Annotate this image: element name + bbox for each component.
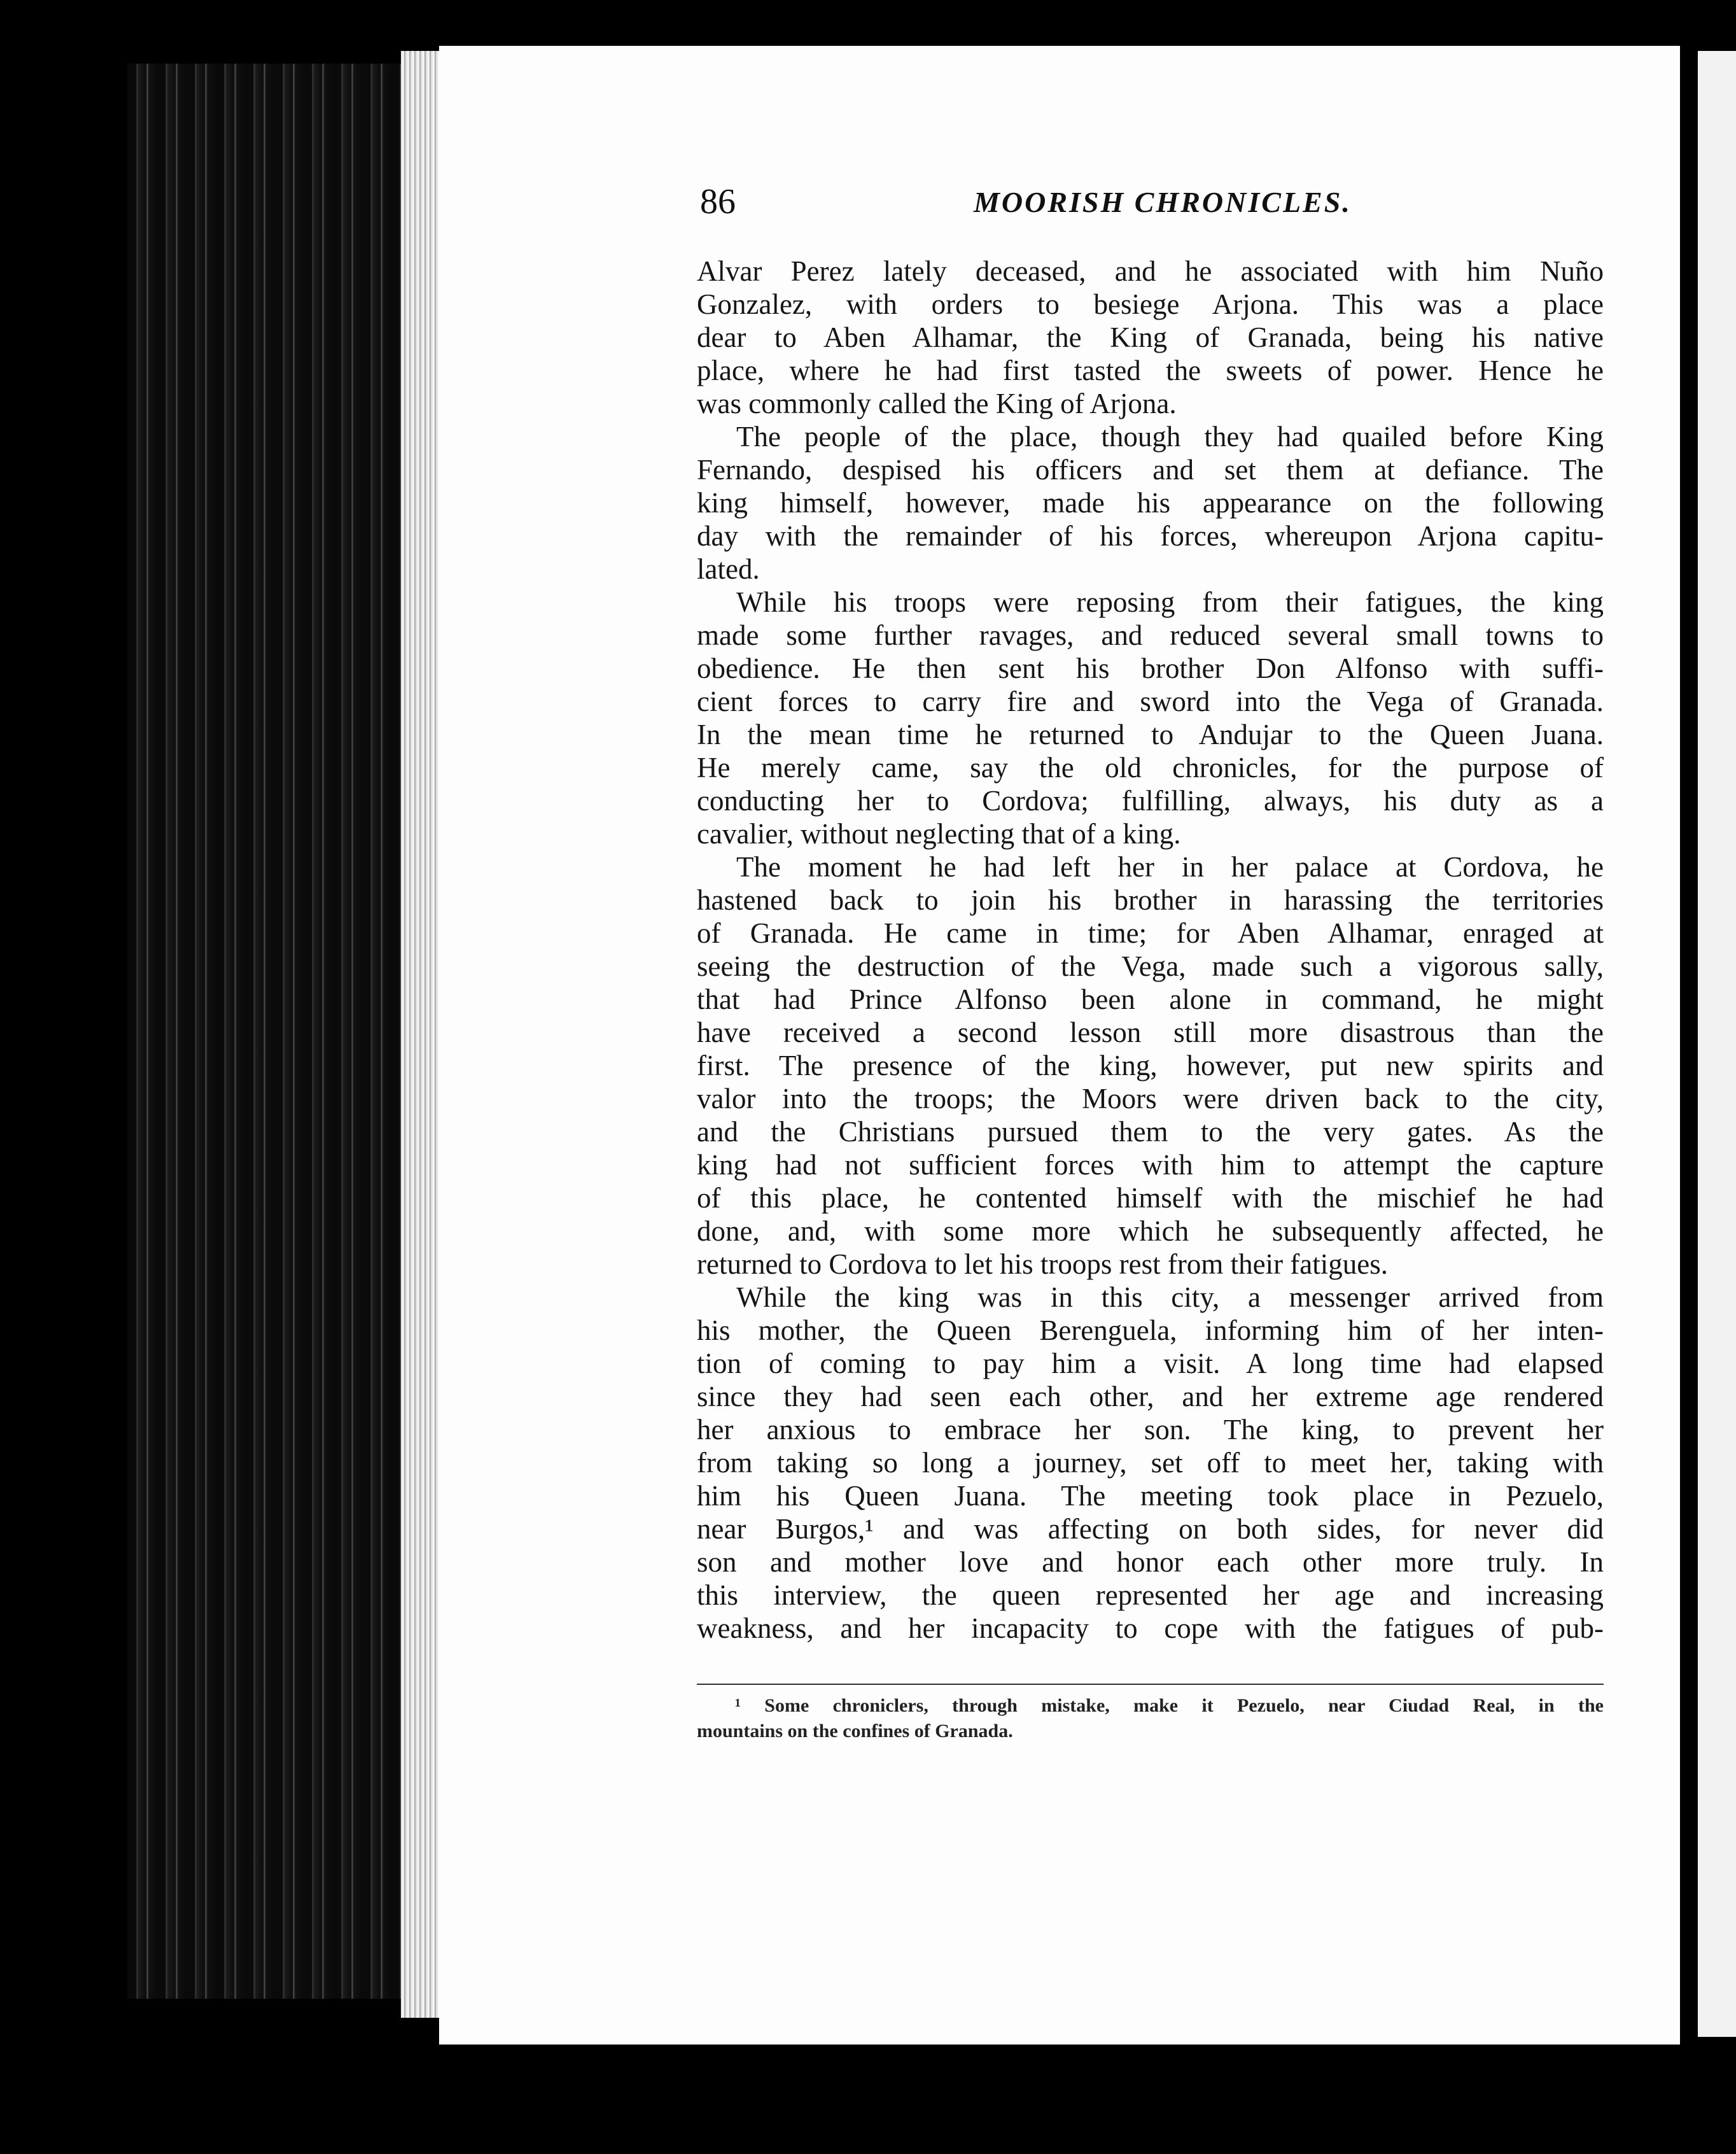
text-line: returned to Cordova to let his troops rest from their fatigues.	[697, 1248, 1388, 1280]
text-line: made some further ravages, and reduced several small towns to	[697, 619, 1604, 651]
page-stack-edge	[401, 51, 439, 2018]
footnote-line: ¹ Some chroniclers, through mistake, make it Pezuelo, near Ciudad Real, in the	[735, 1695, 1604, 1716]
footnotes	[697, 1693, 1604, 1744]
body-text	[697, 255, 1604, 1645]
text-line: of Granada. He came in time; for Aben Alhamar, enraged at	[697, 917, 1604, 949]
text-line: his mother, the Queen Berenguela, informing him of her inten-	[697, 1314, 1604, 1346]
gutter-shadow	[1680, 38, 1698, 2037]
text-line: place, where he had first tasted the sweets of power. Hence he	[697, 355, 1604, 386]
text-line: king himself, however, made his appearance on the following	[697, 487, 1604, 519]
footnote-divider	[697, 1684, 1604, 1685]
text-line: The people of the place, though they had quailed before King	[736, 421, 1604, 453]
text-line: Fernando, despised his officers and set them at defiance. The	[697, 454, 1604, 486]
text-line: dear to Aben Alhamar, the King of Granada, being his native	[697, 321, 1604, 353]
text-line: near Burgos,¹ and was affecting on both sides, for never did	[697, 1513, 1604, 1545]
text-line: day with the remainder of his forces, whereupon Arjona capitu-	[697, 520, 1604, 552]
text-line: cient forces to carry fire and sword into the Vega of Granada.	[697, 686, 1604, 717]
text-line: son and mother love and honor each other more truly. In	[697, 1546, 1604, 1578]
text-line: him his Queen Juana. The meeting took place in Pezuelo,	[697, 1480, 1604, 1512]
footnote-line: mountains on the confines of Granada.	[697, 1721, 1013, 1742]
text-line: weakness, and her incapacity to cope with the fatigues of pub-	[697, 1612, 1604, 1644]
text-line: done, and, with some more which he subsequently affected, he	[697, 1215, 1604, 1247]
text-line: first. The presence of the king, however, put new spirits and	[697, 1050, 1604, 1081]
text-line: conducting her to Cordova; fulfilling, always, his duty as a	[697, 785, 1604, 817]
text-line: that had Prince Alfonso been alone in command, he might	[697, 983, 1604, 1015]
text-line: cavalier, without neglecting that of a king.	[697, 818, 1181, 850]
text-line: from taking so long a journey, set off to meet her, taking with	[697, 1447, 1604, 1479]
text-line: Alvar Perez lately deceased, and he associated with him Nuño	[697, 255, 1604, 287]
text-line: of this place, he contented himself with the mischief he had	[697, 1182, 1604, 1214]
text-line: While the king was in this city, a messenger arrived from	[736, 1281, 1604, 1313]
text-line: seeing the destruction of the Vega, made such a vigorous sally,	[697, 950, 1604, 982]
running-head: MOORISH CHRONICLES.	[974, 186, 1352, 218]
text-line: In the mean time he returned to Andujar to the Queen Juana.	[697, 719, 1604, 750]
text-line: was commonly called the King of Arjona.	[697, 388, 1177, 419]
page-header	[700, 181, 1604, 232]
facing-page-edge	[1698, 51, 1736, 2037]
text-line: hastened back to join his brother in harassing the territories	[697, 884, 1604, 916]
text-line: have received a second lesson still more disastrous than the	[697, 1017, 1604, 1048]
text-line: Gonzalez, with orders to besiege Arjona. This was a place	[697, 288, 1604, 320]
text-line: lated.	[697, 553, 760, 585]
text-line: and the Christians pursued them to the very gates. As the	[697, 1116, 1604, 1148]
text-line: obedience. He then sent his brother Don Alfonso with suffi-	[697, 652, 1604, 684]
text-line: tion of coming to pay him a visit. A long time had elapsed	[697, 1348, 1604, 1379]
text-line: While his troops were reposing from their fatigues, the king	[736, 586, 1604, 618]
page-number: 86	[700, 182, 736, 222]
text-line: The moment he had left her in her palace at Cordova, he	[736, 851, 1604, 883]
text-line: valor into the troops; the Moors were driven back to the city,	[697, 1083, 1604, 1115]
text-line: king had not sufficient forces with him to attempt the capture	[697, 1149, 1604, 1181]
text-line: He merely came, say the old chronicles, for the purpose of	[697, 752, 1604, 784]
text-line: since they had seen each other, and her extreme age rendered	[697, 1381, 1604, 1412]
text-line: this interview, the queen represented her age and increasing	[697, 1579, 1604, 1611]
book-spine-edge	[127, 64, 426, 1999]
text-line: her anxious to embrace her son. The king, to prevent her	[697, 1414, 1604, 1446]
